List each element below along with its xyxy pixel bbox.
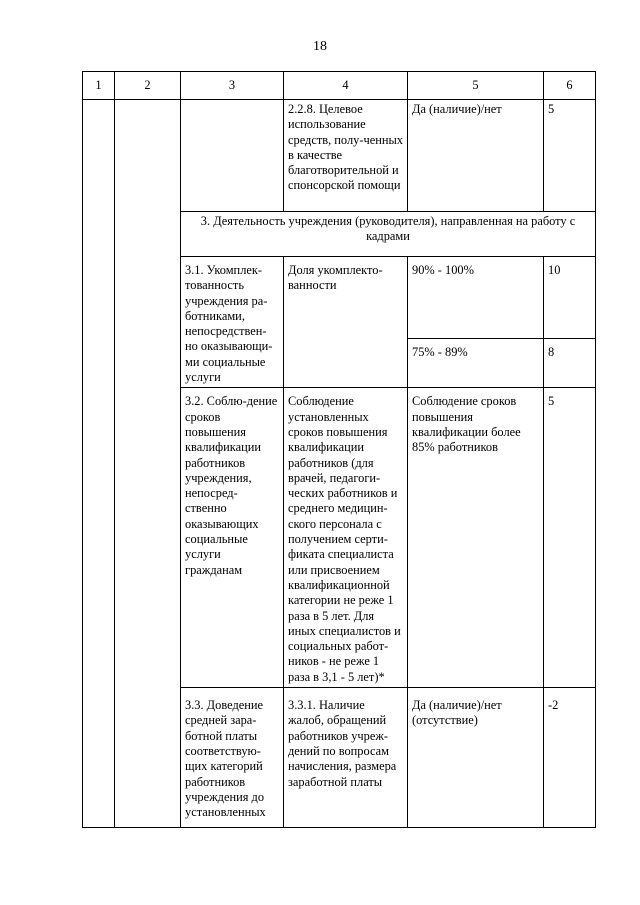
criteria-table — [82, 71, 596, 828]
score-cell: -2 — [544, 688, 596, 828]
indicator-cell: 3.3.1. Наличие жалоб, обращений работников учреж-дений по вопросам начисления, размера заработной платы — [284, 688, 408, 828]
header-cell: 5 — [408, 72, 544, 100]
score-cell: 5 — [544, 100, 596, 212]
page-number: 18 — [313, 39, 327, 54]
header-row — [83, 72, 596, 100]
indicator-cell: 2.2.8. Целевое использование средств, полу-ченных в качестве благотворительной и спонсорской помощи — [284, 100, 408, 212]
table-row-2-2-8 — [83, 100, 596, 212]
criterion-cell: 90% - 100% — [408, 257, 544, 339]
indicator-name-cell: 3.1. Укомплек-тованность учреждения ра-ботниками, непосредствен-но оказывающи-ми социальные услуги — [181, 257, 284, 388]
score-cell: 5 — [544, 388, 596, 688]
criterion-cell: Соблюдение сроков повышения квалификации более 85% работников — [408, 388, 544, 688]
empty-cell — [181, 100, 284, 212]
indicator-name-cell: 3.2. Соблю-дение сроков повышения квалификации работников учреждения, непосред-ственно оказывающих социальные услуги гражданам — [181, 388, 284, 688]
header-cell: 1 — [83, 72, 115, 100]
criterion-cell: Да (наличие)/нет — [408, 100, 544, 212]
header-cell: 4 — [284, 72, 408, 100]
criterion-cell: Да (наличие)/нет (отсутствие) — [408, 688, 544, 828]
indicator-cell: Соблюдение установленных сроков повышения квалификации работников (для врачей, педагоги-ческих работников и среднего медицин-ского персонала с получением серти-фиката специалиста или присвоением квалификационной категории не реже 1 раза в 5 лет. Для иных специалистов и социальных работ-ников - не реже 1 раза в 3,1 - 5 лет)* — [284, 388, 408, 688]
header-cell: 2 — [115, 72, 181, 100]
header-cell: 3 — [181, 72, 284, 100]
indicator-cell: Доля укомплекто-ванности — [284, 257, 408, 388]
criterion-cell: 75% - 89% — [408, 339, 544, 388]
section-heading: 3. Деятельность учреждения (руководителя), направленная на работу с кадрами — [181, 212, 596, 257]
indicator-name-cell: 3.3. Доведение средней зара-ботной платы соответствую-щих категорий работников учреждения до установленных — [181, 688, 284, 828]
score-cell: 10 — [544, 257, 596, 339]
empty-cell — [115, 100, 181, 828]
empty-cell — [83, 100, 115, 828]
score-cell: 8 — [544, 339, 596, 388]
header-cell: 6 — [544, 72, 596, 100]
